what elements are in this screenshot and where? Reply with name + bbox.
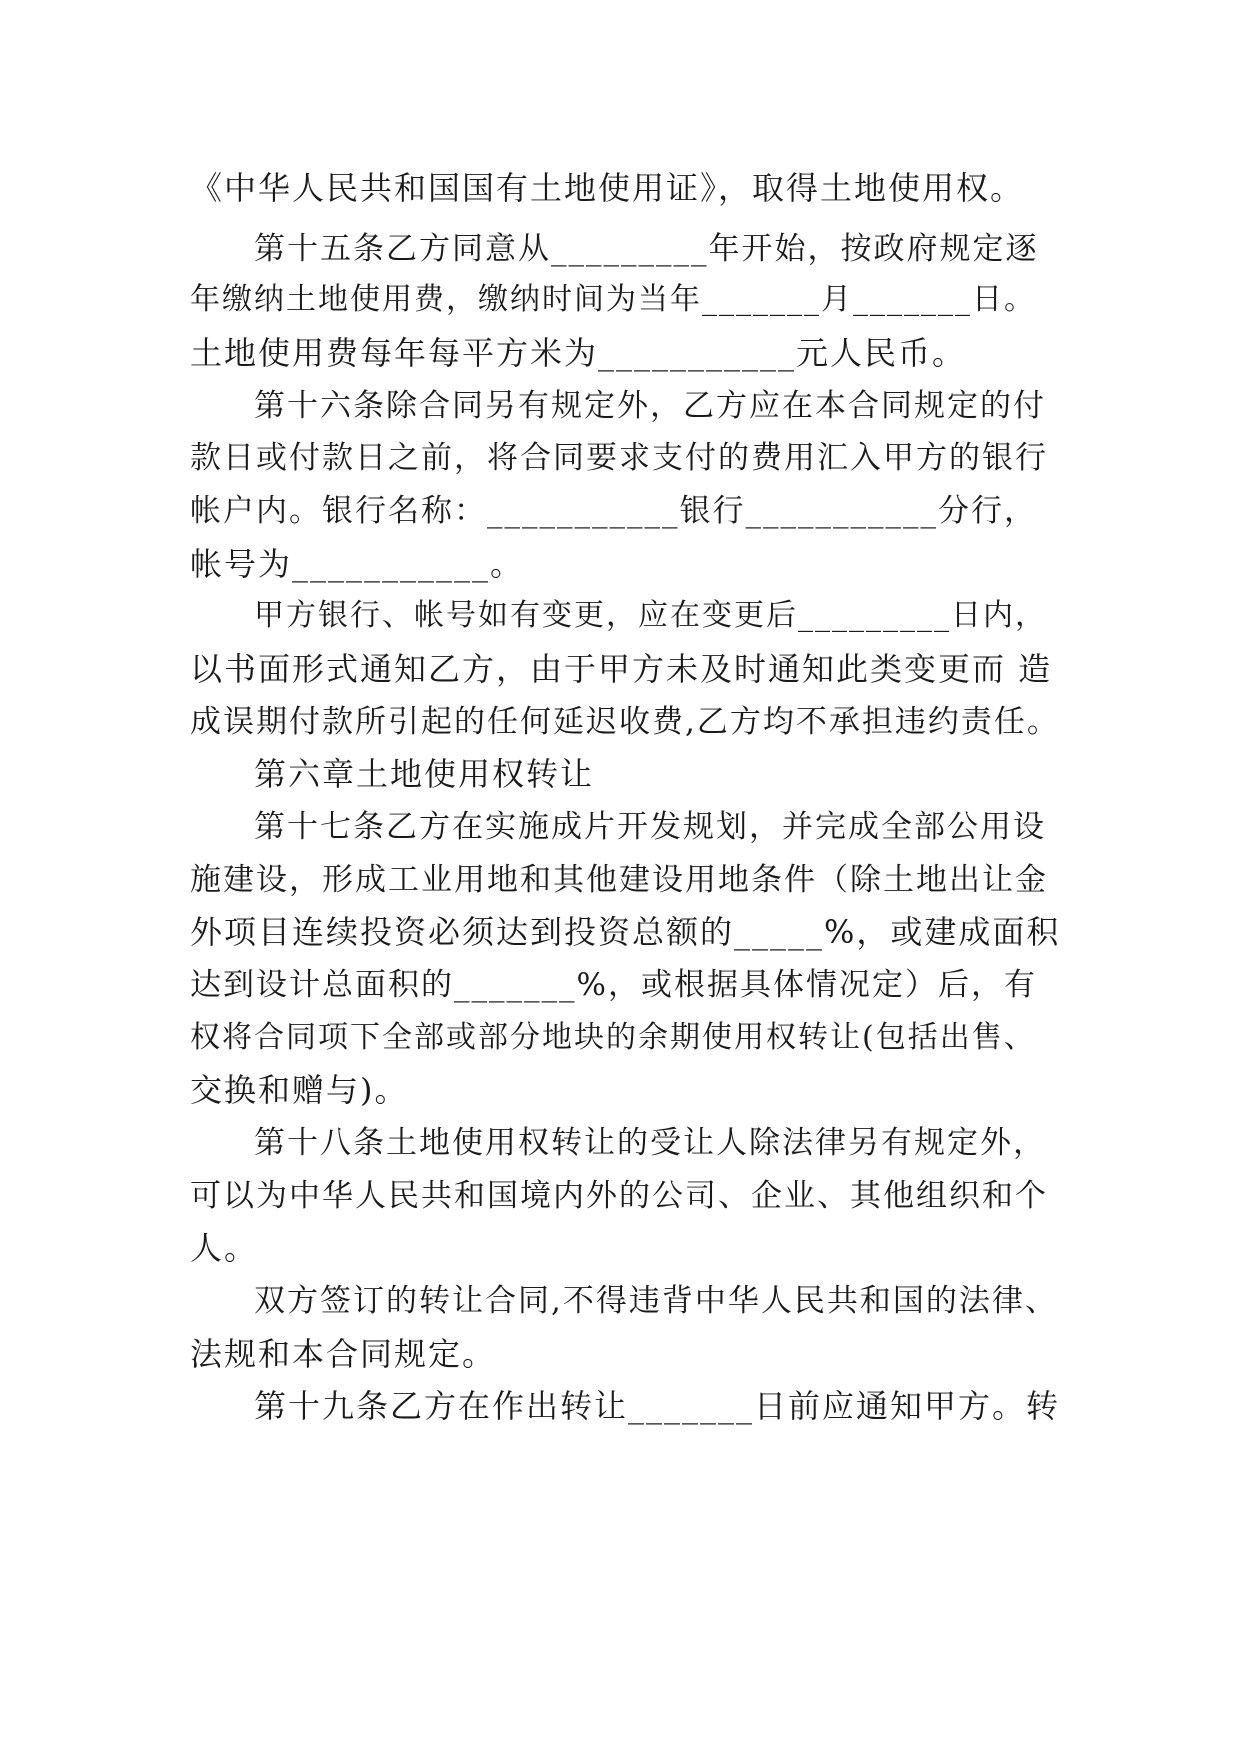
- text-line: 以书面形式通知乙方，由于甲方未及时通知此类变更而 造: [190, 650, 1053, 688]
- text-line: 外项目连续投资必须达到投资总额的_____%，或建成面积: [190, 913, 1061, 951]
- text-line: 款日或付款日之前，将合同要求支付的费用汇入甲方的银行: [190, 440, 1048, 476]
- text-line: 帐号为___________。: [190, 545, 525, 583]
- text-line: 施建设，形成工业用地和其他建设用地条件（除土地出让金: [190, 862, 1048, 898]
- text-line: 土地使用费每年每平方米为___________元人民币。: [190, 334, 967, 372]
- text-line: 第十七条乙方在实施成片开发规划，并完成全部公用设: [254, 809, 1046, 845]
- text-line: 人。: [190, 1229, 259, 1267]
- text-line: 《中华人民共和国国有土地使用证》，取得土地使用权。: [190, 169, 1025, 207]
- text-line: 双方签订的转让合同,不得违背中华人民共和国的法律、: [254, 1283, 1058, 1319]
- text-line: 帐户内。银行名称：___________银行___________分行，: [190, 493, 1037, 529]
- text-line: 交换和赠与)。: [190, 1071, 409, 1109]
- text-line: 甲方银行、帐号如有变更，应在变更后_________日内，: [254, 598, 1047, 633]
- text-line: 达到设计总面积的_______%，或根据具体情况定）后，有: [190, 967, 1037, 1003]
- section-heading: 第六章土地使用权转让: [254, 755, 595, 793]
- text-line: 权将合同项下全部或部分地块的余期使用权转让(包括出售、: [190, 1020, 1036, 1055]
- text-line: 年缴纳土地使用费，缴纳时间为当年_______月_______日。: [190, 282, 1036, 317]
- text-line: 第十五条乙方同意从_________年开始，按政府规定逐: [254, 231, 1039, 267]
- text-line: 第十八条土地使用权转让的受让人除法律另有规定外，: [254, 1125, 1046, 1161]
- text-line: 可以为中华人民共和国境内外的公司、企业、其他组织和个: [190, 1178, 1048, 1214]
- text-line: 成误期付款所引起的任何延迟收费,乙方均不承担违约责任。: [190, 704, 1060, 740]
- text-line: 法规和本合同规定。: [190, 1335, 497, 1373]
- text-line: 第十九条乙方在作出转让_______日前应通知甲方。转: [254, 1387, 1061, 1425]
- text-line: 第十六条除合同另有规定外，乙方应在本合同规定的付: [254, 388, 1046, 424]
